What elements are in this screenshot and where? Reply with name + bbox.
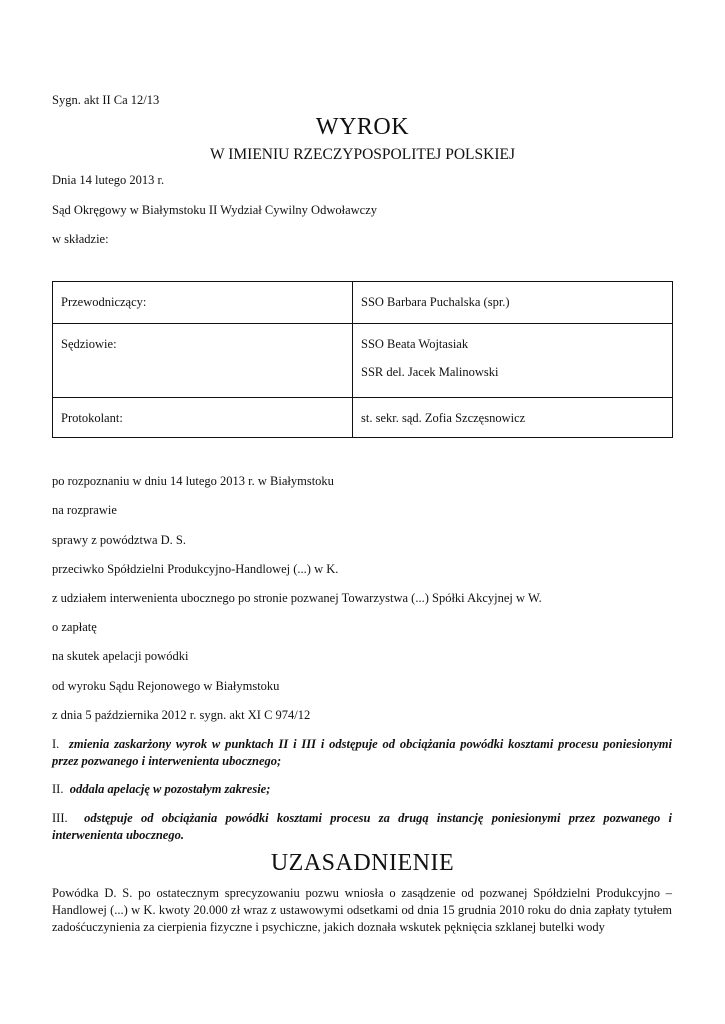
table-row [53, 282, 673, 324]
judge-name-2: SSR del. Jacek Malinowski [361, 365, 499, 379]
table-row [53, 324, 673, 398]
ruling-item [52, 736, 672, 770]
court-name: Sąd Okręgowy w Białymstoku II Wydział Cywilny Odwoławczy [52, 203, 378, 217]
ruling-text: zmienia zaskarżony wyrok w punktach II i III i odstępuje od obciążania powódki kosztami procesu poniesionymi przez pozwanego i interwenienta ubocznego; [52, 737, 672, 768]
proceedings-line: od wyroku Sądu Rejonowego w Białymstoku [52, 679, 280, 693]
proceedings-line: sprawy z powództwa D. S. [52, 533, 187, 547]
table-row [53, 398, 673, 438]
ruling-text: odstępuje od obciążania powódki kosztami procesu za drugą instancję poniesionymi przez pozwanego i interwenienta ubocznego. [52, 811, 672, 842]
proceedings-line: po rozpoznaniu w dniu 14 lutego 2013 r. w Białymstoku [52, 474, 334, 488]
judge-name-1: SSO Beata Wojtasiak [361, 337, 469, 351]
proceedings-line: o zapłatę [52, 620, 97, 634]
judges-cell [353, 324, 673, 398]
proceedings-line: z udziałem interwenienta ubocznego po stronie pozwanej Towarzystwa (...) Spółki Akcyjnej w W. [52, 591, 542, 605]
clerk-name: st. sekr. sąd. Zofia Szczęsnowicz [353, 398, 673, 438]
judges-label: Sędziowie: [53, 324, 353, 398]
clerk-label: Protokolant: [53, 398, 353, 438]
ruling-number: III. [52, 811, 68, 825]
judgment-date: Dnia 14 lutego 2013 r. [52, 173, 165, 187]
presiding-label: Przewodniczący: [53, 282, 353, 324]
justification-heading: UZASADNIENIE [270, 850, 455, 876]
ruling-item [52, 781, 672, 798]
proceedings-line: przeciwko Spółdzielni Produkcyjno-Handlowej (...) w K. [52, 562, 339, 576]
justification-paragraph: Powódka D. S. po ostatecznym sprecyzowaniu pozwu wniosła o zasądzenie od pozwanej Spółdzielni Produkcyjno – Handlowej (...) w K. kwoty 20.000 zł wraz z ustawowymi odsetkami od dnia 15 grudnia 2010 roku do dnia zapłaty tytułem zadośćuczynienia za cierpienia fizyczne i psychiczne, jakich doznała wskutek pęknięcia szklanej butelki wody [52, 886, 672, 934]
court-composition-table [52, 281, 673, 438]
document-subtitle: W IMIENIU RZECZYPOSPOLITEJ POLSKIEJ [210, 146, 515, 163]
case-reference: Sygn. akt II Ca 12/13 [52, 93, 160, 107]
ruling-item [52, 810, 672, 844]
ruling-number: I. [52, 737, 60, 751]
presiding-name: SSO Barbara Puchalska (spr.) [353, 282, 673, 324]
ruling-text: oddala apelację w pozostałym zakresie; [69, 782, 271, 796]
proceedings-line: z dnia 5 października 2012 r. sygn. akt XI C 974/12 [52, 708, 311, 722]
proceedings-line: na skutek apelacji powódki [52, 649, 189, 663]
proceedings-line: na rozprawie [52, 503, 117, 517]
document-title: WYROK [315, 114, 410, 140]
composition-intro: w składzie: [52, 232, 109, 246]
ruling-number: II. [52, 782, 64, 796]
